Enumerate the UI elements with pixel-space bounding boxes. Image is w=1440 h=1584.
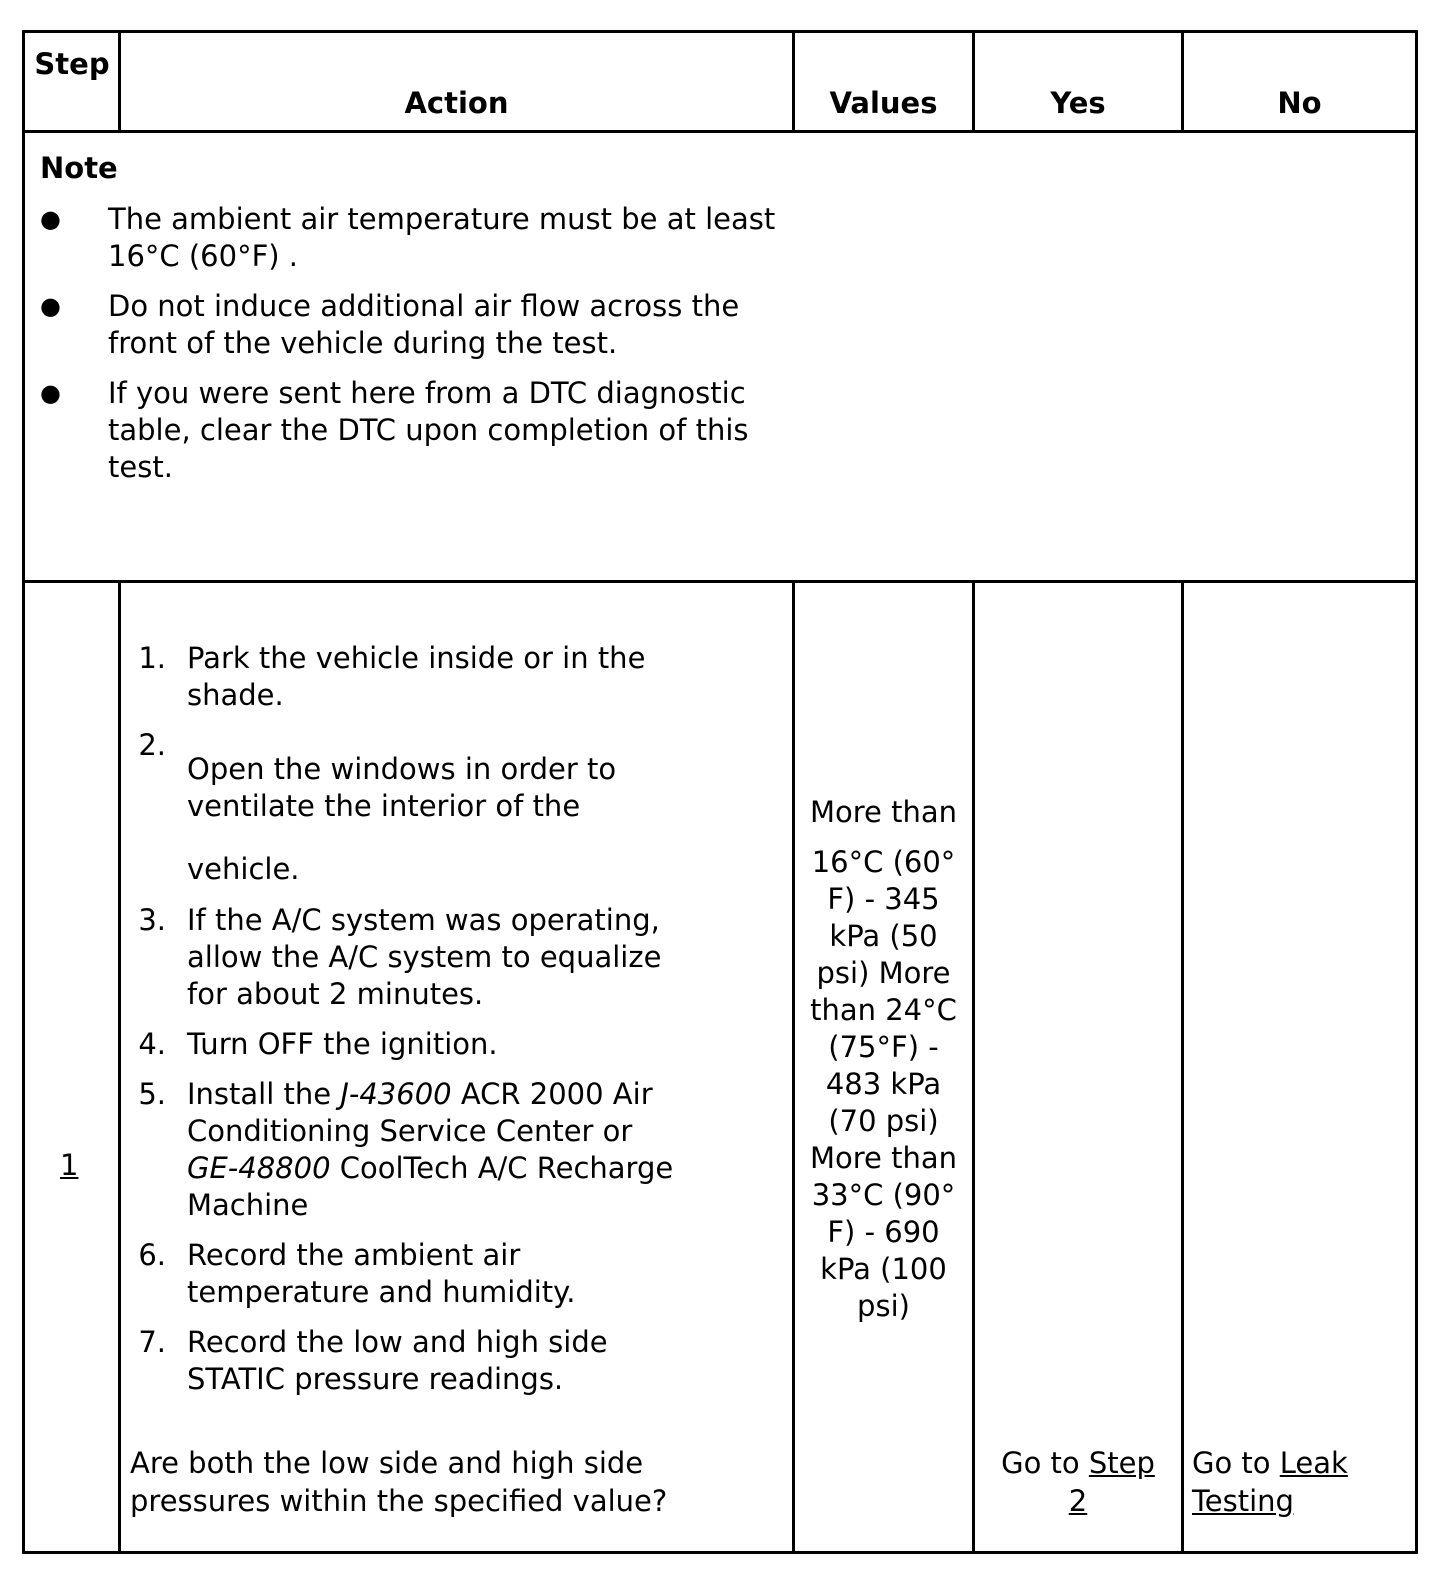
header-no: No [1277,86,1322,120]
note-title: Note [40,151,118,185]
action-number: 7. [138,1325,166,1359]
value-line-4: kPa (50 [829,919,938,953]
step-number-link[interactable]: 1 [60,1148,79,1182]
tool-ge48800: GE-48800 [187,1151,331,1185]
go-to-leak-testing-link-line-2[interactable]: Testing [1192,1484,1294,1518]
bullet-icon: ● [40,292,61,320]
action-5-line-1: Install the J-43600 ACR 2000 Air [187,1077,653,1111]
action-number: 1. [138,641,166,675]
value-line-10: More than [809,1141,957,1175]
action-5-line-3: GE-48800 CoolTech A/C Recharge [187,1151,674,1185]
value-line-12: F) - 690 [827,1215,940,1249]
action-number: 2. [138,728,166,762]
action-number: 5. [138,1077,166,1111]
action-1-line-2: shade. [187,678,284,712]
value-line-3: F) - 345 [827,882,940,916]
note-bullet-3-line-3: test. [108,450,173,484]
yes-line-1: Go to Step [1001,1446,1155,1480]
value-line-5: psi) More [816,956,951,990]
action-6-line-2: temperature and humidity. [187,1275,576,1309]
value-line-1: More than [809,795,957,829]
action-1-line-1: Park the vehicle inside or in the [187,641,646,675]
value-line-14: psi) [857,1289,910,1323]
action-5-line-2: Conditioning Service Center or [187,1114,633,1148]
value-line-11: 33°C (90° [811,1178,956,1212]
bullet-icon: ● [40,379,61,407]
value-line-9: (70 psi) [828,1104,939,1138]
value-line-7: (75°F) - [828,1030,939,1064]
header-action: Action [404,86,509,120]
header-values: Values [829,86,938,120]
header-divider [22,130,1418,133]
action-2-line-2: ventilate the interior of the [187,789,581,823]
action-3-line-2: allow the A/C system to equalize [187,940,662,974]
no-line-1: Go to Leak [1192,1446,1348,1480]
note-bullet-1-line-2: 16°C (60°F) . [108,239,299,273]
col-divider-values [972,580,975,1554]
question-line-1: Are both the low side and high side [130,1446,644,1480]
question-line-2: pressures within the specified value? [130,1484,668,1518]
action-number: 3. [138,903,166,937]
go-to-step-2-link-line-2[interactable]: 2 [1068,1484,1088,1518]
action-7-line-1: Record the low and high side [187,1325,608,1359]
col-divider-yes [1181,580,1184,1554]
tool-j43600: J-43600 [340,1077,452,1111]
action-3-line-3: for about 2 minutes. [187,977,484,1011]
header-yes: Yes [1050,86,1106,120]
go-to-leak-testing-link[interactable]: Leak [1279,1446,1348,1480]
action-2-line-1: Open the windows in order to [187,752,617,786]
action-7-line-2: STATIC pressure readings. [187,1362,564,1396]
header-step: Step [34,47,110,81]
value-line-6: than 24°C [810,993,957,1027]
value-line-13: kPa (100 [820,1252,947,1286]
action-5-line-4: Machine [187,1188,309,1222]
action-3-line-1: If the A/C system was operating, [187,903,660,937]
note-bullet-2-line-2: front of the vehicle during the test. [108,326,618,360]
value-line-2: 16°C (60° [811,845,956,879]
note-bullet-2-line-1: Do not induce additional air flow across the [108,289,740,323]
action-4-line-1: Turn OFF the ignition. [187,1027,498,1061]
action-2-line-3: vehicle. [187,852,300,886]
note-divider [22,580,1418,583]
bullet-icon: ● [40,205,61,233]
note-bullet-3-line-2: table, clear the DTC upon completion of this [108,413,749,447]
go-to-step-2-link[interactable]: Step [1088,1446,1155,1480]
note-bullet-3-line-1: If you were sent here from a DTC diagnostic [108,376,746,410]
value-line-8: 483 kPa [825,1067,942,1101]
action-number: 6. [138,1238,166,1272]
note-bullet-1-line-1: The ambient air temperature must be at least [108,202,776,236]
col-divider-step [118,580,121,1554]
action-6-line-1: Record the ambient air [187,1238,521,1272]
action-number: 4. [138,1027,166,1061]
